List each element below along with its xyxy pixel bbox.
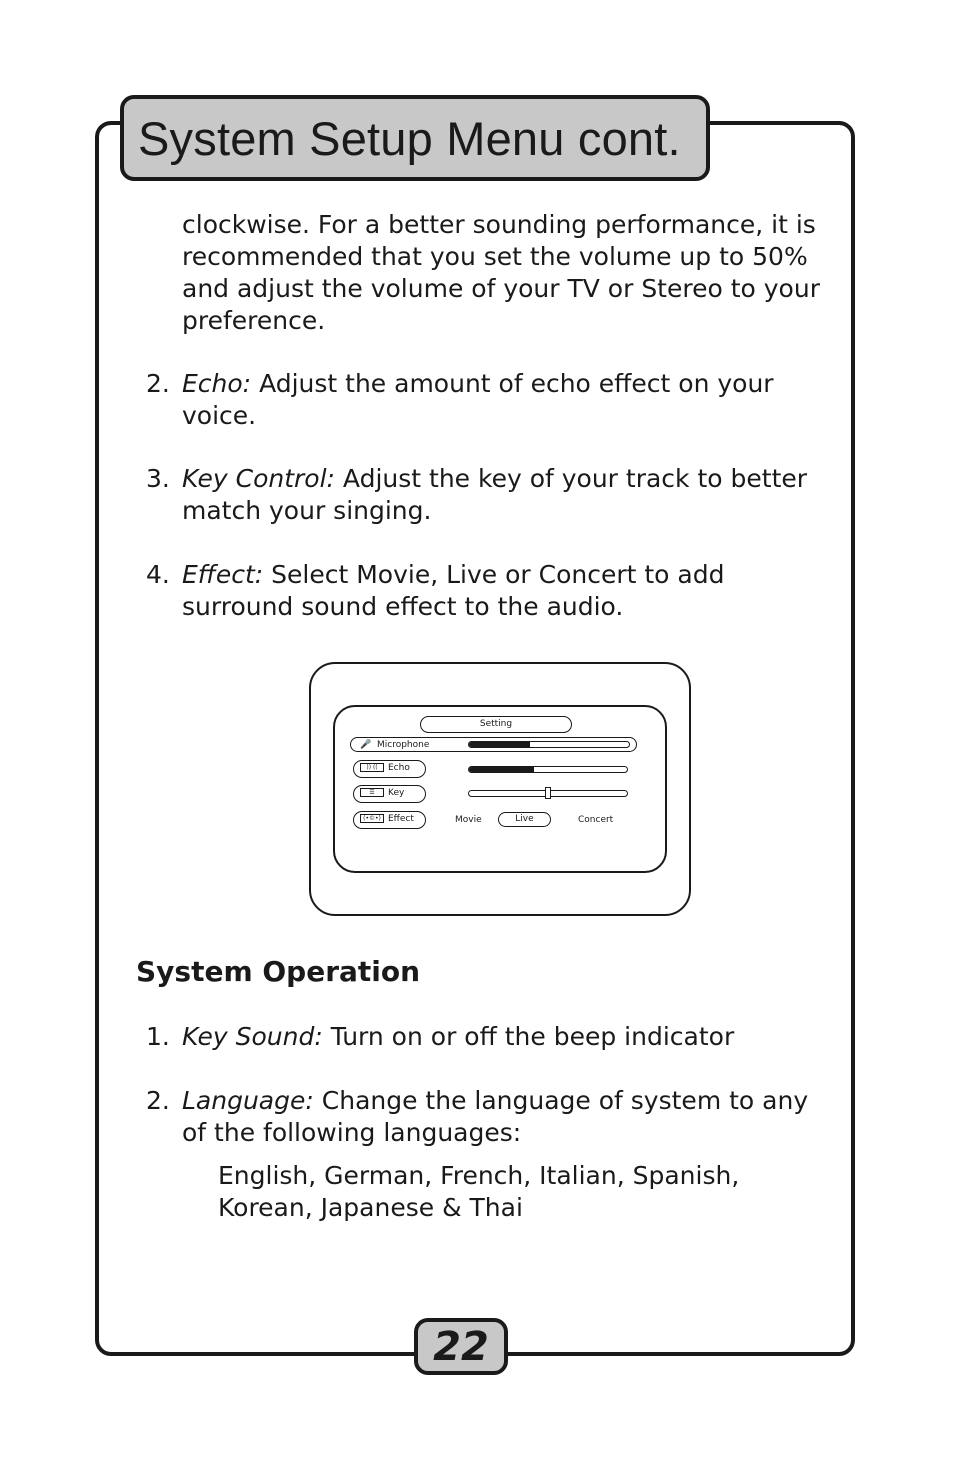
microphone-icon: 🎤	[360, 740, 372, 750]
title-tab	[120, 95, 710, 181]
microphone-label: Microphone	[377, 740, 430, 750]
list-desc: match your singing.	[182, 496, 432, 525]
effect-option-concert: Concert	[578, 815, 614, 825]
echo-label: Echo	[388, 763, 410, 773]
list-item-echo	[182, 368, 774, 432]
key-row	[353, 785, 426, 803]
list-number: 4.	[146, 560, 170, 589]
echo-level-bar	[468, 766, 628, 773]
list-desc: Change the language of system to any	[321, 1086, 809, 1115]
echo-level-fill	[469, 767, 534, 772]
microphone-row	[350, 737, 637, 752]
echo-icon: )) ((	[360, 763, 384, 772]
list-number: 1.	[146, 1022, 170, 1051]
list-term: Key Control:	[182, 464, 335, 493]
echo-row	[353, 760, 426, 778]
languages-list	[218, 1160, 739, 1224]
list-number: 3.	[146, 464, 170, 493]
setting-header-label: Setting	[479, 719, 513, 729]
effect-row	[353, 811, 426, 829]
page-title: System Setup Menu cont.	[138, 111, 681, 165]
list-desc: Adjust the amount of echo effect on your	[259, 369, 774, 398]
section-heading: System Operation	[136, 955, 421, 988]
microphone-level-fill	[469, 742, 530, 747]
list-desc: surround sound effect to the audio.	[182, 592, 624, 621]
list-term: Echo:	[182, 369, 252, 398]
list-term: Language:	[182, 1086, 314, 1115]
list-desc: Turn on or off the beep indicator	[330, 1022, 735, 1051]
list-number: 2.	[146, 369, 170, 398]
list-term: Effect:	[182, 560, 264, 589]
text-line: clockwise. For a better sounding performance, it is	[182, 210, 816, 239]
effect-label: Effect	[388, 814, 414, 824]
effect-option-live	[498, 812, 551, 827]
setting-header	[420, 716, 572, 733]
effect-option-movie: Movie	[455, 815, 482, 825]
key-slider-thumb	[545, 787, 551, 799]
text-line: and adjust the volume of your TV or Stereo to your	[182, 274, 820, 303]
continued-paragraph	[182, 209, 820, 337]
microphone-level-bar	[468, 741, 630, 748]
list-item-language	[182, 1085, 808, 1149]
key-label: Key	[388, 788, 405, 798]
list-number: 2.	[146, 1086, 170, 1115]
list-term: Key Sound:	[182, 1022, 323, 1051]
text-line: recommended that you set the volume up to 50%	[182, 242, 808, 271]
list-item-key-sound	[182, 1021, 734, 1053]
list-desc: Select Movie, Live or Concert to add	[271, 560, 725, 589]
list-item-key-control	[182, 463, 807, 527]
languages-line: Korean, Japanese & Thai	[218, 1193, 523, 1222]
text-line: preference.	[182, 306, 326, 335]
effect-option-live-label: Live	[515, 814, 534, 824]
languages-line: English, German, French, Italian, Spanish,	[218, 1161, 740, 1190]
effect-icon: (•©•)	[360, 814, 384, 823]
list-desc: voice.	[182, 401, 257, 430]
list-item-effect	[182, 559, 724, 623]
page-number: 22	[414, 1318, 508, 1375]
list-desc: Adjust the key of your track to better	[342, 464, 808, 493]
list-desc: of the following languages:	[182, 1118, 522, 1147]
key-icon: ☰	[360, 788, 384, 797]
